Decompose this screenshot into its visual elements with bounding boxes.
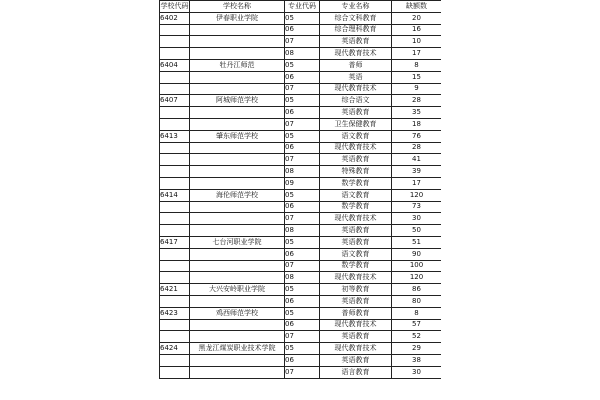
school-code-spacer [160,319,190,331]
quota-cell: 90 [392,248,442,260]
major-code-cell: 06 [285,142,320,154]
table-row [160,201,442,213]
table-row [160,12,442,24]
school-name-spacer [190,71,285,83]
major-name-cell: 英语教育 [320,295,392,307]
header-major-name: 专业名称 [320,1,392,13]
quota-cell: 41 [392,154,442,166]
quota-cell: 8 [392,307,442,319]
school-code-cell: 6402 [160,12,190,24]
major-code-cell: 05 [285,59,320,71]
table-row [160,260,442,272]
table-row [160,307,442,319]
major-code-cell: 07 [285,366,320,378]
major-name-cell: 数学教育 [320,260,392,272]
quota-cell: 50 [392,225,442,237]
school-code-spacer [160,36,190,48]
major-name-cell: 普师 [320,59,392,71]
major-name-cell: 初等教育 [320,284,392,296]
major-code-cell: 08 [285,48,320,60]
school-name-cell: 牡丹江师范 [190,59,285,71]
major-code-cell: 07 [285,83,320,95]
table-row [160,59,442,71]
table-row [160,189,442,201]
school-name-spacer [190,83,285,95]
major-name-cell: 英语教育 [320,36,392,48]
school-name-cell: 黑龙江煤炭职业技术学院 [190,343,285,355]
major-code-cell: 06 [285,107,320,119]
school-name-spacer [190,248,285,260]
table-row [160,354,442,366]
quota-cell: 10 [392,36,442,48]
school-code-spacer [160,248,190,260]
school-name-spacer [190,331,285,343]
major-name-cell: 现代教育技术 [320,319,392,331]
table-row [160,366,442,378]
school-name-cell: 阿城师范学校 [190,95,285,107]
major-code-cell: 07 [285,213,320,225]
school-code-spacer [160,83,190,95]
school-code-spacer [160,260,190,272]
table-row [160,71,442,83]
table-row [160,177,442,189]
school-code-cell: 6414 [160,189,190,201]
major-code-cell: 08 [285,272,320,284]
quota-cell: 9 [392,83,442,95]
major-name-cell: 语文教育 [320,189,392,201]
quota-cell: 52 [392,331,442,343]
school-code-spacer [160,142,190,154]
school-code-spacer [160,24,190,36]
school-name-cell: 伊春职业学院 [190,12,285,24]
school-name-cell: 海伦师范学校 [190,189,285,201]
school-name-cell: 大兴安岭职业学院 [190,284,285,296]
major-code-cell: 06 [285,319,320,331]
school-code-cell: 6404 [160,59,190,71]
quota-cell: 28 [392,142,442,154]
school-code-cell: 6421 [160,284,190,296]
quota-cell: 39 [392,166,442,178]
quota-cell: 35 [392,107,442,119]
school-code-spacer [160,272,190,284]
quota-cell: 15 [392,71,442,83]
major-code-cell: 06 [285,295,320,307]
major-code-cell: 07 [285,260,320,272]
school-name-cell: 肇东师范学校 [190,130,285,142]
table-row [160,248,442,260]
school-code-spacer [160,295,190,307]
school-code-spacer [160,48,190,60]
table-row [160,83,442,95]
quota-cell: 8 [392,59,442,71]
school-name-spacer [190,142,285,154]
school-name-spacer [190,24,285,36]
table-row [160,24,442,36]
major-code-cell: 05 [285,130,320,142]
school-code-spacer [160,225,190,237]
major-code-cell: 09 [285,177,320,189]
quota-cell: 28 [392,95,442,107]
quota-cell: 17 [392,177,442,189]
major-name-cell: 语文教育 [320,130,392,142]
school-name-spacer [190,118,285,130]
major-name-cell: 现代教育技术 [320,343,392,355]
major-code-cell: 06 [285,24,320,36]
major-code-cell: 05 [285,307,320,319]
school-name-spacer [190,201,285,213]
school-code-cell: 6424 [160,343,190,355]
major-code-cell: 07 [285,36,320,48]
major-name-cell: 英语教育 [320,154,392,166]
table-row [160,272,442,284]
major-name-cell: 数学教育 [320,177,392,189]
table-row [160,225,442,237]
table-body [160,12,442,378]
school-code-spacer [160,71,190,83]
table-row [160,142,442,154]
enrollment-sheet [159,0,441,400]
table-row [160,48,442,60]
quota-cell: 20 [392,12,442,24]
table-row [160,213,442,225]
quota-cell: 16 [392,24,442,36]
school-code-spacer [160,354,190,366]
school-code-cell: 6423 [160,307,190,319]
school-code-spacer [160,154,190,166]
school-name-spacer [190,260,285,272]
major-code-cell: 05 [285,189,320,201]
quota-cell: 17 [392,48,442,60]
table-row [160,295,442,307]
table-row [160,284,442,296]
major-name-cell: 现代教育技术 [320,272,392,284]
major-code-cell: 06 [285,354,320,366]
school-code-spacer [160,177,190,189]
major-name-cell: 现代教育技术 [320,213,392,225]
school-name-spacer [190,166,285,178]
school-name-spacer [190,319,285,331]
major-name-cell: 综合理科教育 [320,24,392,36]
school-name-cell: 七台河职业学院 [190,236,285,248]
major-code-cell: 08 [285,166,320,178]
major-name-cell: 现代教育技术 [320,83,392,95]
major-name-cell: 英语教育 [320,236,392,248]
major-name-cell: 数学教育 [320,201,392,213]
school-code-cell: 6417 [160,236,190,248]
quota-cell: 30 [392,366,442,378]
school-code-cell: 6413 [160,130,190,142]
quota-cell: 73 [392,201,442,213]
school-code-spacer [160,213,190,225]
table-row [160,343,442,355]
table-row [160,166,442,178]
major-code-cell: 07 [285,118,320,130]
major-name-cell: 综合语文 [320,95,392,107]
school-name-spacer [190,213,285,225]
school-code-spacer [160,107,190,119]
quota-cell: 29 [392,343,442,355]
major-code-cell: 06 [285,248,320,260]
major-name-cell: 语文教育 [320,248,392,260]
major-code-cell: 05 [285,236,320,248]
major-name-cell: 普师教育 [320,307,392,319]
school-code-spacer [160,118,190,130]
table-row [160,331,442,343]
major-code-cell: 06 [285,71,320,83]
quota-cell: 100 [392,260,442,272]
quota-cell: 80 [392,295,442,307]
school-name-spacer [190,225,285,237]
school-name-spacer [190,107,285,119]
major-code-cell: 08 [285,225,320,237]
header-school-code: 学校代码 [160,1,190,13]
quota-cell: 76 [392,130,442,142]
major-name-cell: 现代教育技术 [320,142,392,154]
quota-cell: 57 [392,319,442,331]
quota-cell: 120 [392,272,442,284]
major-code-cell: 05 [285,284,320,296]
major-name-cell: 英语教育 [320,354,392,366]
quota-cell: 120 [392,189,442,201]
major-name-cell: 卫生保健教育 [320,118,392,130]
school-name-spacer [190,272,285,284]
school-name-spacer [190,354,285,366]
quota-cell: 18 [392,118,442,130]
major-code-cell: 05 [285,343,320,355]
header-school-name: 学校名称 [190,1,285,13]
header-row [160,1,442,13]
major-name-cell: 英语教育 [320,225,392,237]
major-name-cell: 英语教育 [320,107,392,119]
major-name-cell: 特殊教育 [320,166,392,178]
school-name-spacer [190,36,285,48]
school-name-spacer [190,177,285,189]
major-name-cell: 英语 [320,71,392,83]
table-row [160,130,442,142]
quota-cell: 38 [392,354,442,366]
major-name-cell: 现代教育技术 [320,48,392,60]
school-name-spacer [190,366,285,378]
school-name-cell: 鸡西师范学校 [190,307,285,319]
major-code-cell: 07 [285,154,320,166]
major-name-cell: 语言教育 [320,366,392,378]
table-row [160,319,442,331]
major-code-cell: 07 [285,331,320,343]
header-major-code: 专业代码 [285,1,320,13]
table-row [160,107,442,119]
table-row [160,36,442,48]
quota-cell: 30 [392,213,442,225]
table-row [160,154,442,166]
enrollment-table [159,0,441,379]
school-code-spacer [160,201,190,213]
quota-cell: 86 [392,284,442,296]
school-code-spacer [160,366,190,378]
school-name-spacer [190,48,285,60]
table-row [160,236,442,248]
table-row [160,118,442,130]
school-name-spacer [190,295,285,307]
school-name-spacer [190,154,285,166]
header-quota: 缺额数 [392,1,442,13]
major-code-cell: 05 [285,12,320,24]
quota-cell: 51 [392,236,442,248]
school-code-cell: 6407 [160,95,190,107]
major-name-cell: 英语教育 [320,331,392,343]
major-name-cell: 综合文科教育 [320,12,392,24]
table-row [160,95,442,107]
major-code-cell: 06 [285,201,320,213]
school-code-spacer [160,166,190,178]
major-code-cell: 05 [285,95,320,107]
school-code-spacer [160,331,190,343]
